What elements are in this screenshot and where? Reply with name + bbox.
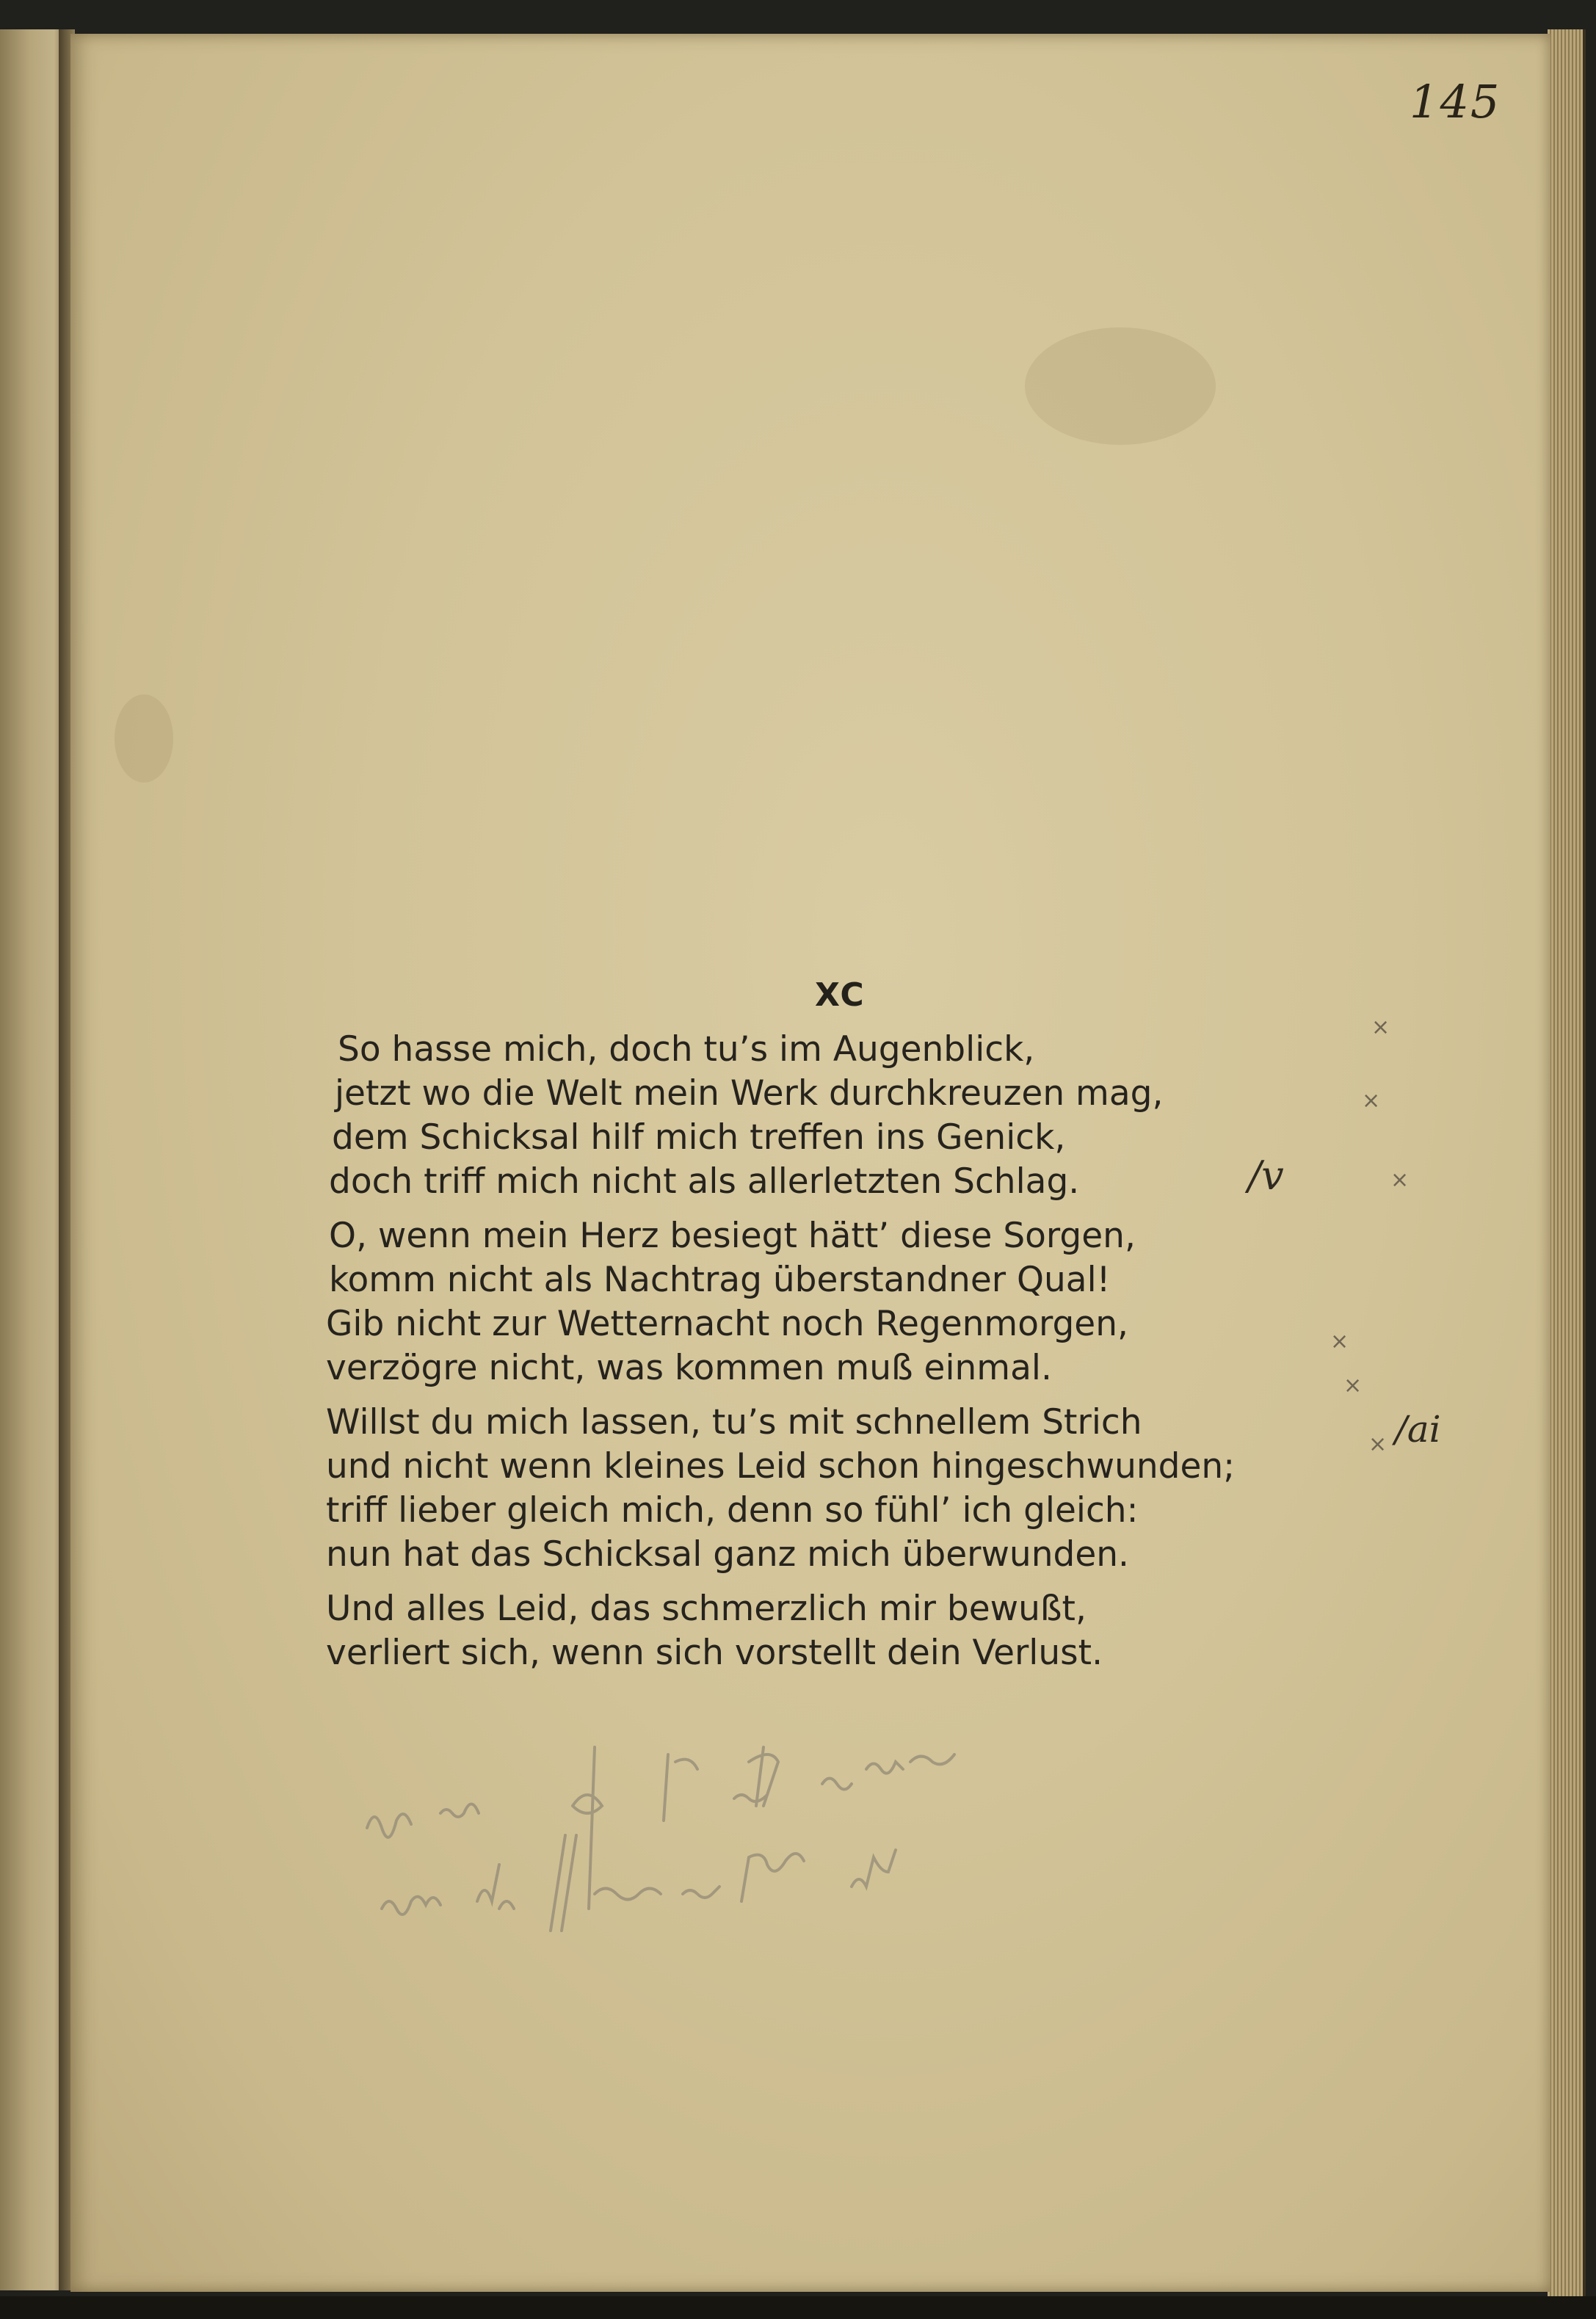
- handwritten-margin-note: /v: [1248, 1153, 1284, 1199]
- poem-line: triff lieber gleich mich, denn so fühl’ ich gleich:: [326, 1490, 1139, 1531]
- page-edge-stack: [1548, 29, 1586, 2298]
- poem-line: komm nicht als Nachtrag überstandner Qual!: [329, 1260, 1111, 1300]
- poem-heading: XC: [815, 976, 866, 1014]
- poem-line: verzögre nicht, was kommen muß einmal.: [326, 1348, 1052, 1388]
- handwritten-margin-note: /ai: [1395, 1408, 1441, 1451]
- page-number: 145: [1410, 75, 1501, 128]
- poem-line: doch triff mich nicht als allerletzten Schlag.: [329, 1161, 1080, 1202]
- poem-line: O, wenn mein Herz besiegt hätt’ diese Sorgen,: [329, 1216, 1136, 1256]
- scan-bottom-border: [0, 2296, 1596, 2319]
- poem-line: So hasse mich, doch tu’s im Augenblick,: [338, 1029, 1035, 1070]
- poem-line: nun hat das Schicksal ganz mich überwunden.: [326, 1534, 1129, 1575]
- pencil-x-mark: ×: [1371, 1015, 1390, 1040]
- poem-line: Willst du mich lassen, tu’s mit schnellem Strich: [326, 1402, 1142, 1442]
- pencil-x-mark: ×: [1362, 1088, 1381, 1114]
- pencil-scribble: [352, 1725, 1087, 1945]
- stanza-1: [326, 1028, 1235, 1204]
- stanza-3: [326, 1401, 1235, 1577]
- pencil-x-mark: ×: [1330, 1329, 1349, 1354]
- poem-body: [326, 1028, 1235, 1685]
- pencil-x-mark: ×: [1368, 1431, 1388, 1457]
- poem-line: verliert sich, wenn sich vorstellt dein Verlust.: [326, 1633, 1103, 1673]
- stanza-2: [326, 1214, 1235, 1390]
- poem-line: jetzt wo die Welt mein Werk durchkreuzen mag,: [335, 1073, 1164, 1114]
- poem-line: Gib nicht zur Wetternacht noch Regenmorgen,: [326, 1304, 1128, 1344]
- poem-line: dem Schicksal hilf mich treffen ins Genick,: [332, 1117, 1066, 1158]
- pencil-x-mark: ×: [1390, 1167, 1410, 1193]
- previous-page-edge: [0, 29, 68, 2290]
- pencil-x-mark: ×: [1343, 1373, 1363, 1398]
- stanza-4: [326, 1587, 1235, 1675]
- poem-line: Und alles Leid, das schmerzlich mir bewußt,: [326, 1589, 1087, 1629]
- paper-stain: [115, 694, 173, 783]
- poem-line: und nicht wenn kleines Leid schon hingeschwunden;: [326, 1446, 1236, 1487]
- paper-stain: [1025, 327, 1216, 445]
